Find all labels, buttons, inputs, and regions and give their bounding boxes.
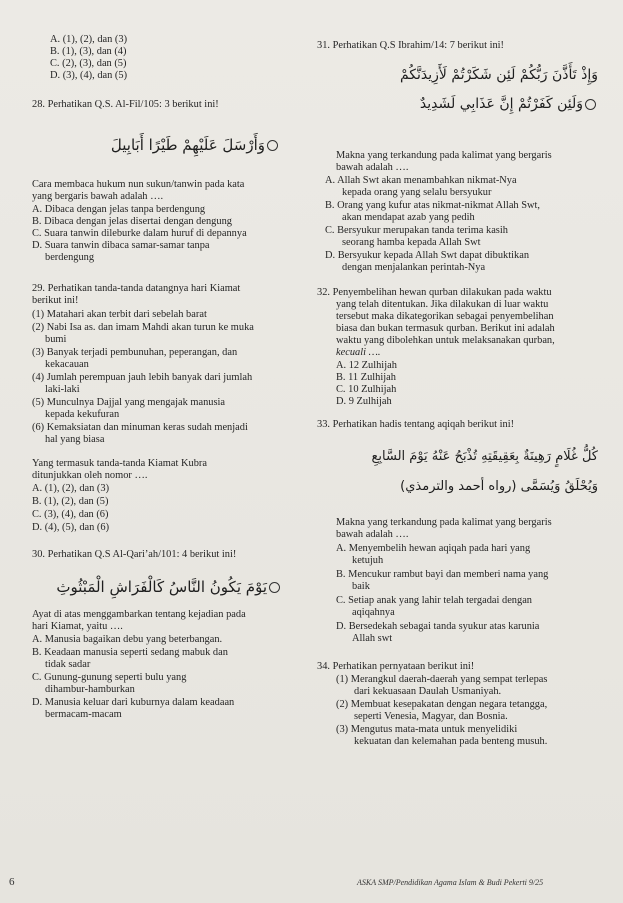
q33-option-b-cont: baik bbox=[352, 581, 370, 592]
q34-item: (2) Membuat kesepakatan dengan negara tetangga, bbox=[336, 699, 548, 710]
q31-option-a-cont: kepada orang yang selalu bersyukur bbox=[342, 187, 492, 198]
q29-item: (4) Jumlah perempuan jauh lebih banyak dari jumlah bbox=[32, 372, 253, 383]
q31-option-d: D. Bersyukur kepada Allah Swt dapat dibuktikan bbox=[325, 250, 530, 261]
q32-stem: kecuali …. bbox=[336, 347, 381, 358]
q32-option-c: C. 10 Zulhijah bbox=[336, 384, 397, 395]
q30-option-a: A. Manusia bagaikan debu yang beterbangan. bbox=[32, 634, 223, 645]
q29-item: kepada kekufuran bbox=[45, 409, 120, 420]
verse-end-icon bbox=[267, 140, 278, 151]
q32-stem: 32. Penyembelihan hewan qurban dilakukan pada waktu bbox=[317, 287, 552, 298]
q33-option-c-cont: aqiqahnya bbox=[352, 607, 395, 618]
q32-option-b: B. 11 Zulhijah bbox=[336, 372, 396, 383]
q32-stem: yang telah ditentukan. Jika dilakukan di luar waktu bbox=[336, 299, 549, 310]
q29-item: bumi bbox=[45, 334, 67, 345]
q33-option-c: C. Setiap anak yang lahir telah tergadai dengan bbox=[336, 595, 533, 606]
prev-option-b: B. (1), (3), dan (4) bbox=[50, 46, 127, 57]
q34-item: kekuatan dan kelemahan pada benteng musuh. bbox=[354, 736, 548, 747]
q29-item: hal yang biasa bbox=[45, 434, 105, 445]
q29-stem: berikut ini! bbox=[32, 295, 79, 306]
q30-question: hari Kiamat, yaitu …. bbox=[32, 621, 123, 632]
page-number: 6 bbox=[9, 876, 15, 888]
q30-stem: 30. Perhatikan Q.S Al-Qari’ah/101: 4 berikut ini! bbox=[32, 549, 237, 560]
q29-item: (1) Matahari akan terbit dari sebelah barat bbox=[32, 309, 207, 320]
q29-item: (3) Banyak terjadi pembunuhan, peperangan, dan bbox=[32, 347, 238, 358]
q33-option-d-cont: Allah swt bbox=[352, 633, 393, 644]
prev-option-c: C. (2), (3), dan (5) bbox=[50, 58, 127, 69]
q28-line: Cara membaca hukum nun sukun/tanwin pada kata bbox=[32, 179, 245, 190]
q29-question: ditunjukkan oleh nomor …. bbox=[32, 470, 148, 481]
q33-option-b: B. Mencukur rambut bayi dan memberi nama yang bbox=[336, 569, 549, 580]
q30-option-d-cont: bermacam-macam bbox=[45, 709, 122, 720]
q31-option-c: C. Bersyukur merupakan tanda terima kasih bbox=[325, 225, 508, 236]
q34-item: seperti Venesia, Magyar, dan Bosnia. bbox=[354, 711, 508, 722]
q34-item: (1) Merangkul daerah-daerah yang sempat terlepas bbox=[336, 674, 548, 685]
q29-option-c: C. (3), (4), dan (6) bbox=[32, 509, 109, 520]
q34-item: dari kekuasaan Daulah Usmaniyah. bbox=[354, 686, 502, 697]
q32-stem: waktu yang dibolehkan untuk melaksanakan qurban, bbox=[336, 335, 555, 346]
q31-question: Makna yang terkandung pada kalimat yang bergaris bbox=[336, 150, 552, 161]
q28-option-d: D. Suara tanwin dibaca samar-samar tanpa bbox=[32, 240, 210, 251]
q30-option-b: B. Keadaan manusia seperti sedang mabuk dan bbox=[32, 647, 228, 658]
q29-item: kekacauan bbox=[45, 359, 89, 370]
q28-option-a: A. Dibaca dengan jelas tanpa berdengung bbox=[32, 204, 206, 215]
q33-question: Makna yang terkandung pada kalimat yang bergaris bbox=[336, 517, 552, 528]
q32-option-d: D. 9 Zulhijah bbox=[336, 396, 392, 407]
q29-option-a: A. (1), (2), dan (3) bbox=[32, 483, 110, 494]
prev-option-d: D. (3), (4), dan (5) bbox=[50, 70, 128, 81]
q33-stem: 33. Perhatikan hadis tentang aqiqah berikut ini! bbox=[317, 419, 515, 430]
q28-option-d-cont: berdengung bbox=[45, 252, 95, 263]
q30-option-c: C. Gunung-gunung seperti bulu yang bbox=[32, 672, 187, 683]
q28-stem: 28. Perhatikan Q.S. Al-Fil/105: 3 berikut ini! bbox=[32, 99, 219, 110]
q29-item: (2) Nabi Isa as. dan imam Mahdi akan turun ke muka bbox=[32, 322, 254, 333]
footer-credit: ASKA SMP/Pendidikan Agama Islam & Budi Pekerti 9/25 bbox=[357, 878, 544, 887]
q31-arabic-line-1: وَإِذْ تَأَذَّنَ رَبُّكُمْ لَئِن شَكَرْتُمْ لَأَزِيدَنَّكُمْ bbox=[399, 67, 598, 83]
q28-option-c: C. Suara tanwin dileburke dalam huruf di depannya bbox=[32, 228, 247, 239]
prev-option-a: A. (1), (2), dan (3) bbox=[50, 34, 128, 45]
q33-option-a-cont: ketujuh bbox=[352, 555, 384, 566]
q34-stem: 34. Perhatikan pernyataan berikut ini! bbox=[317, 661, 475, 672]
q33-arabic-line-1: كُلُّ غُلَامٍ رَهِينَةٌ بِعَقِيقَتِهِ تُذْبَحُ عَنْهُ يَوْمَ السَّابِعِ bbox=[371, 449, 598, 464]
verse-end-icon bbox=[269, 582, 280, 593]
q29-stem: 29. Perhatikan tanda-tanda datangnya hari Kiamat bbox=[32, 283, 241, 294]
q30-question: Ayat di atas menggambarkan tentang kejadian pada bbox=[32, 609, 246, 620]
q33-question: bawah adalah …. bbox=[336, 529, 409, 540]
q28-arabic-verse: وَأَرْسَلَ عَلَيْهِمْ طَيْرًا أَبَابِيلَ bbox=[70, 136, 280, 154]
q30-option-c-cont: dihambur-hamburkan bbox=[45, 684, 135, 695]
q28-line: yang bergaris bawah adalah …. bbox=[32, 191, 164, 202]
verse-end-icon bbox=[585, 99, 596, 110]
q30-option-d: D. Manusia keluar dari kuburnya dalam keadaan bbox=[32, 697, 235, 708]
q29-item: (6) Kemaksiatan dan minuman keras sudah menjadi bbox=[32, 422, 248, 433]
q29-option-d: D. (4), (5), dan (6) bbox=[32, 522, 110, 533]
q31-option-a: A. Allah Swt akan menambahkan nikmat-Nya bbox=[325, 175, 517, 186]
q32-stem: biasa dan bukan termasuk qurban. Berikut ini adalah bbox=[336, 323, 555, 334]
q29-item: (5) Munculnya Dajjal yang mengajak manusia bbox=[32, 397, 226, 408]
q31-option-c-cont: seorang hamba kepada Allah Swt bbox=[342, 237, 481, 248]
q31-arabic-line-2: وَلَئِن كَفَرْتُمْ إِنَّ عَذَابِي لَشَدِيدٌ bbox=[350, 95, 598, 113]
q33-option-a: A. Menyembelih hewan aqiqah pada hari yang bbox=[336, 543, 531, 554]
q31-option-d-cont: dengan menjalankan perintah-Nya bbox=[342, 262, 486, 273]
q34-item: (3) Mengutus mata-mata untuk menyelidiki bbox=[336, 724, 518, 735]
q29-option-b: B. (1), (2), dan (5) bbox=[32, 496, 109, 507]
q31-stem: 31. Perhatikan Q.S Ibrahim/14: 7 berikut ini! bbox=[317, 40, 505, 51]
q33-arabic-line-2: وَيُحْلَقُ وَيُسَمَّى (رواه أحمد والترمذي) bbox=[400, 479, 598, 494]
q29-question: Yang termasuk tanda-tanda Kiamat Kubra bbox=[32, 458, 207, 469]
q31-question: bawah adalah …. bbox=[336, 162, 409, 173]
q30-option-b-cont: tidak sadar bbox=[45, 659, 91, 670]
q32-stem: tersebut maka dikategorikan sebagai penyembelihan bbox=[336, 311, 554, 322]
q30-arabic-verse: يَوْمَ يَكُونُ النَّاسُ كَالْفَرَاشِ الْمَبْثُوثِ bbox=[60, 578, 282, 596]
q33-option-d: D. Bersedekah sebagai tanda syukur atas karunia bbox=[336, 621, 540, 632]
q32-option-a: A. 12 Zulhijah bbox=[336, 360, 397, 371]
q31-option-b-cont: akan mendapat azab yang pedih bbox=[342, 212, 475, 223]
q29-item: laki-laki bbox=[45, 384, 80, 395]
q31-option-b: B. Orang yang kufur atas nikmat-nikmat Allah Swt, bbox=[325, 200, 540, 211]
q28-option-b: B. Dibaca dengan jelas disertai dengan dengung bbox=[32, 216, 232, 227]
